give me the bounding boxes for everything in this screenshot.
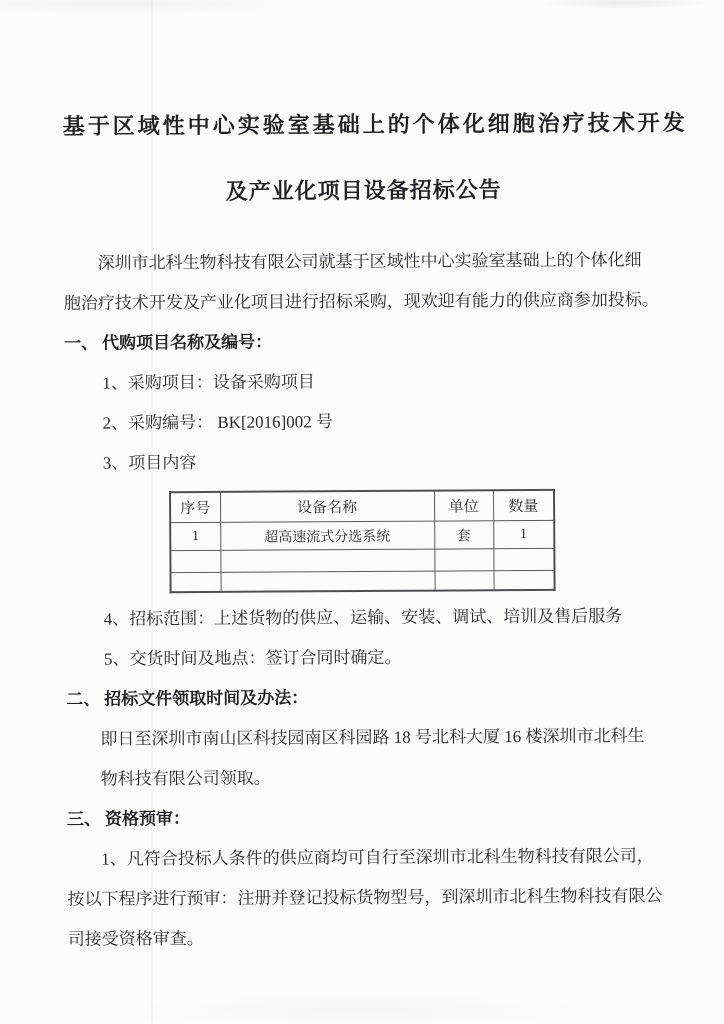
table-cell-unit <box>434 571 493 591</box>
table-row <box>170 548 554 572</box>
table-row <box>170 520 554 550</box>
list-item-tender-scope: 4、招标范围：上述货物的供应、运输、安装、调试、培训及售后服务 <box>103 606 623 629</box>
section-3-body-line-3: 司接受资格审查。 <box>67 928 204 949</box>
section-2-number: 二、 <box>66 689 101 709</box>
table-header-equipment-name: 设备名称 <box>220 491 434 523</box>
section-3-number: 三、 <box>66 809 102 829</box>
table-cell-equipment-name <box>220 549 434 572</box>
section-3-title: 资格预审： <box>104 809 191 829</box>
section-3-heading <box>67 796 668 840</box>
section-2-body-line-1: 即日至深圳市南山区科技园南区科园路 18 号北科大厦 16 楼深圳市北科生 <box>100 726 645 749</box>
table-cell-equipment-name: 超高速流式分选系统 <box>220 521 434 550</box>
title-line-1: 基于区域性中心实验室基础上的个体化细胞治疗技术开发 <box>62 110 688 139</box>
table-cell-unit: 套 <box>434 521 493 549</box>
table-cell-index <box>170 572 220 592</box>
intro-line-1: 深圳市北科生物科技有限公司就基于区域性中心实验室基础上的个体化细 <box>97 250 642 273</box>
section-2-title: 招标文件领取时间及办法： <box>104 688 309 709</box>
list-item-purchase-project: 1、采购项目：设备采购项目 <box>102 372 315 393</box>
table-cell-index: 1 <box>170 522 220 550</box>
section-2-body-line-2: 物科技有限公司领取。 <box>100 768 271 789</box>
intro-paragraph <box>63 240 664 324</box>
list-item-delivery: 5、交货时间及地点：签订合同时确定。 <box>103 647 402 669</box>
table-row <box>170 570 554 592</box>
document-title <box>62 90 688 226</box>
section-3-body-line-1: 1、凡符合投标人条件的供应商均可自行至深圳市北科生物科技有限公司， <box>101 846 654 869</box>
document-content <box>62 0 688 960</box>
table-cell-quantity: 1 <box>493 520 554 548</box>
section-1-title: 代购项目名称及编号： <box>102 332 273 353</box>
table-header-index: 序号 <box>170 492 220 523</box>
list-item-project-content: 3、项目内容 <box>102 453 197 473</box>
section-1-number: 一、 <box>64 333 99 353</box>
equipment-table-container <box>169 488 667 593</box>
table-cell-unit <box>434 549 493 571</box>
section-2-heading <box>66 676 667 720</box>
table-cell-quantity <box>493 570 554 590</box>
table-header-row <box>170 490 554 523</box>
table-cell-equipment-name <box>220 571 434 592</box>
section-1-heading <box>64 320 665 364</box>
table-header-quantity: 数量 <box>493 490 554 521</box>
section-2-body <box>66 716 667 800</box>
list-item-purchase-number: 2、采购编号： BK[2016]002 号 <box>102 412 334 433</box>
title-line-2: 及产业化项目设备招标公告 <box>225 177 502 204</box>
section-3-body <box>67 836 669 960</box>
table-cell-index <box>170 550 220 572</box>
intro-line-2: 胞治疗技术开发及产业化项目进行招标采购，现欢迎有能力的供应商参加投标。 <box>63 290 659 313</box>
equipment-table <box>169 489 556 593</box>
section-3-body-line-2: 按以下程序进行预审：注册并登记投标货物型号，到深圳市北科生物科技有限公 <box>67 886 663 909</box>
table-header-unit: 单位 <box>434 490 493 521</box>
table-cell-quantity <box>493 548 554 570</box>
